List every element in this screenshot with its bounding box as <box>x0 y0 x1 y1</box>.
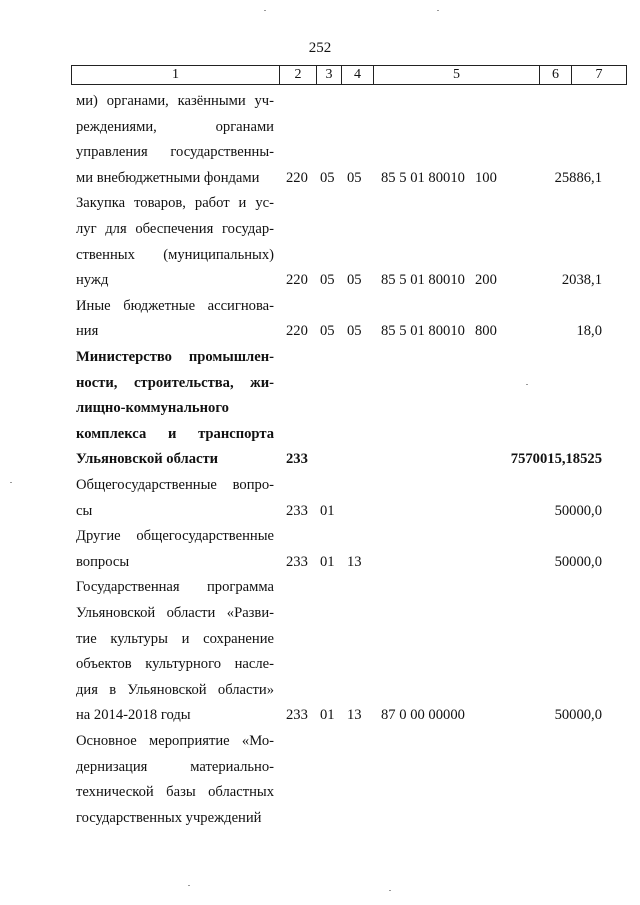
col-2-admin: 233 <box>286 707 308 724</box>
col-6-expense-type: 800 <box>475 323 497 340</box>
col-5-target: 87 0 00 00000 <box>381 707 465 724</box>
col-7-amount: 2038,1 <box>561 272 602 289</box>
col-5-target: 85 5 01 80010 <box>381 272 465 289</box>
header-col-6: 6 <box>539 66 571 84</box>
col-7-amount: 50000,0 <box>554 553 602 570</box>
col-5-target: 85 5 01 80010 <box>381 169 465 186</box>
col-2-admin: 233 <box>286 502 308 519</box>
row-text-line: Иные бюджетные ассигнова- <box>76 297 274 314</box>
col-2-admin: 233 <box>286 553 308 570</box>
row-text-line: Основное мероприятие «Мо- <box>76 733 274 749</box>
row-text-line: комплекса и транспорта <box>76 425 274 442</box>
header-col-5: 5 <box>373 66 539 84</box>
row-text-line: Государственная программа <box>76 579 274 596</box>
header-col-3: 3 <box>316 66 341 84</box>
col-4-subsection: 05 <box>347 272 362 289</box>
col-7-amount: 7570015,18525 <box>510 451 602 468</box>
header-col-4: 4 <box>341 66 373 84</box>
col-5-target: 85 5 01 80010 <box>381 323 465 340</box>
scan-speck <box>389 890 391 891</box>
row-text-line: вопросы <box>76 553 130 570</box>
col-2-admin: 220 <box>286 272 308 289</box>
table-header <box>71 65 627 85</box>
row-text-line: Министерство промышлен- <box>76 349 274 365</box>
row-text-line: Другие общегосударственные <box>76 528 274 545</box>
col-4-subsection: 13 <box>347 707 362 724</box>
row-text-line: Общегосударственные вопро- <box>76 477 274 493</box>
col-4-subsection: 05 <box>347 323 362 340</box>
col-7-amount: 25886,1 <box>554 169 602 186</box>
col-4-subsection: 05 <box>347 169 362 186</box>
row-text-line: дернизация материально- <box>76 758 274 775</box>
col-2-admin: 233 <box>286 451 308 468</box>
scan-speck <box>10 482 12 483</box>
header-col-2: 2 <box>279 66 316 84</box>
row-text-line: ми) органами, казёнными уч- <box>76 93 274 109</box>
scan-speck <box>188 885 190 886</box>
col-4-subsection: 13 <box>347 553 362 570</box>
row-text-line: дия в Ульяновской области» <box>76 681 274 698</box>
row-text-line: объектов культурного насле- <box>76 656 274 673</box>
row-text-line: нужд <box>76 272 109 289</box>
page-number: 252 <box>308 40 332 56</box>
row-text-line: на 2014-2018 годы <box>76 707 191 724</box>
header-col-7: 7 <box>571 66 626 84</box>
row-text-line: луг для обеспечения государ- <box>76 221 274 237</box>
col-3-section: 01 <box>320 707 335 724</box>
scan-speck <box>526 384 528 385</box>
col-3-section: 05 <box>320 169 335 186</box>
col-7-amount: 50000,0 <box>554 707 602 724</box>
row-text-line: реждениями, органами <box>76 118 274 135</box>
col-3-section: 01 <box>320 502 335 519</box>
row-text-line: ния <box>76 323 99 340</box>
row-text-line: управления государственны- <box>76 144 274 161</box>
row-text-line: государственных учреждений <box>76 809 262 826</box>
col-2-admin: 220 <box>286 169 308 186</box>
row-text-line: тие культуры и сохранение <box>76 630 274 647</box>
scan-speck <box>437 10 439 11</box>
col-3-section: 05 <box>320 272 335 289</box>
col-7-amount: 18,0 <box>576 323 602 340</box>
row-text-line: ми внебюджетными фондами <box>76 169 260 186</box>
scan-speck <box>264 10 266 11</box>
col-3-section: 05 <box>320 323 335 340</box>
row-text-line: технической базы областных <box>76 784 274 801</box>
col-6-expense-type: 100 <box>475 169 497 186</box>
row-text-line: ности, строительства, жи- <box>76 374 274 391</box>
row-text-line: Закупка товаров, работ и ус- <box>76 195 274 212</box>
row-text-line: лищно-коммунального <box>76 400 229 417</box>
col-6-expense-type: 200 <box>475 272 497 289</box>
col-2-admin: 220 <box>286 323 308 340</box>
header-col-1: 1 <box>172 67 179 82</box>
row-text-line: Ульяновской области «Разви- <box>76 605 274 621</box>
col-3-section: 01 <box>320 553 335 570</box>
row-text-line: ственных (муниципальных) <box>76 246 274 263</box>
row-text-line: сы <box>76 502 93 519</box>
col-7-amount: 50000,0 <box>554 502 602 519</box>
row-text-line: Ульяновской области <box>76 451 219 468</box>
